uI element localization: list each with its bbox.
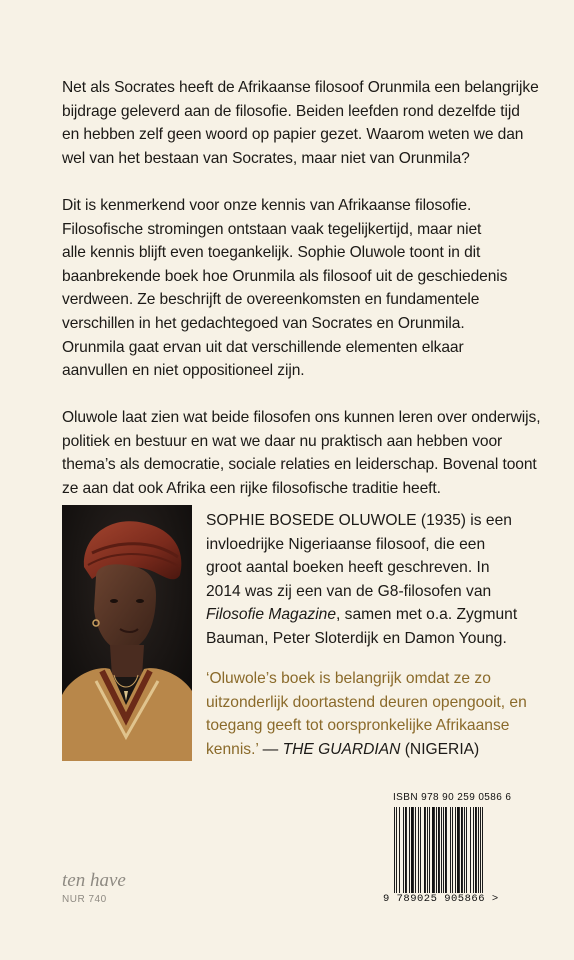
intro-paragraph bbox=[62, 76, 539, 170]
text-line: Dit is kenmerkend voor onze kennis van Afrikaanse filosofie. bbox=[62, 197, 472, 214]
barcode-bar bbox=[418, 807, 419, 893]
text-line: wel van het bestaan van Socrates, maar niet van Orunmila? bbox=[62, 149, 470, 167]
barcode-bar bbox=[464, 807, 465, 893]
nur-code: NUR 740 bbox=[62, 894, 107, 905]
barcode-bar bbox=[411, 807, 414, 893]
text-line: alle kennis blijft even toegankelijk. Sophie Oluwole toont in dit bbox=[62, 244, 481, 262]
author-portrait bbox=[62, 505, 192, 761]
quote-line: toegang geeft tot oorspronkelijke Afrikaanse bbox=[206, 717, 510, 735]
barcode-bar bbox=[394, 807, 395, 893]
barcode-bar bbox=[461, 807, 463, 893]
quote-end: kennis.’ bbox=[206, 740, 259, 758]
author-bio bbox=[206, 509, 536, 651]
barcode-bar bbox=[420, 807, 421, 893]
text-line: ze aan dat ook Afrika een rijke filosofische traditie heeft. bbox=[62, 479, 441, 497]
quote-source-country: (NIGERIA) bbox=[400, 740, 480, 758]
barcode-bar bbox=[396, 807, 397, 893]
barcode-bar bbox=[480, 807, 481, 893]
quote-line bbox=[206, 738, 536, 762]
barcode-bar bbox=[415, 807, 416, 893]
barcode-bar bbox=[441, 807, 442, 893]
barcode-bar bbox=[427, 807, 428, 893]
publisher-logo: ten have bbox=[62, 870, 126, 891]
closing-paragraph bbox=[62, 406, 541, 500]
barcode-bar bbox=[452, 807, 453, 893]
barcode-bar bbox=[482, 807, 483, 893]
text-line: politiek en bestuur en wat we daar nu praktisch aan hebben voor bbox=[62, 432, 503, 450]
barcode-bar bbox=[405, 807, 407, 893]
quote-line: uitzonderlijk doortastend deuren opengooit, en bbox=[206, 693, 527, 711]
bio-line: SOPHIE BOSEDE OLUWOLE (1935) is een bbox=[206, 512, 512, 529]
text-line: aanvullen en niet oppositioneel zijn. bbox=[62, 362, 305, 380]
quote-source: THE GUARDIAN bbox=[282, 740, 401, 758]
text-line: en hebben zelf geen woord op papier gezet. Waarom weten we dan bbox=[62, 126, 524, 144]
bio-line-rest: , samen met o.a. Zygmunt bbox=[336, 606, 518, 624]
quote-line: ‘Oluwole’s boek is belangrijk omdat ze zo bbox=[206, 670, 491, 687]
barcode-bar bbox=[450, 807, 451, 893]
barcode-bar bbox=[436, 807, 437, 893]
isbn-label: ISBN 978 90 259 0586 6 bbox=[393, 792, 512, 803]
barcode-digits: 9 789025 905866 > bbox=[383, 893, 499, 905]
barcode bbox=[392, 807, 510, 893]
magazine-title: Filosofie Magazine bbox=[206, 606, 337, 624]
text-line: Oluwole laat zien wat beide filosofen ons kunnen leren over onderwijs, bbox=[62, 409, 541, 426]
barcode-bar bbox=[466, 807, 467, 893]
text-line: bijdrage geleverd aan de filosofie. Beiden leefden rond dezelfde tijd bbox=[62, 102, 520, 120]
text-line: baanbrekende boek hoe Orunmila als filosoof uit de geschiedenis bbox=[62, 267, 508, 285]
bio-line: invloedrijke Nigeriaanse filosoof, die een bbox=[206, 535, 486, 553]
text-line: verdween. Ze beschrijft de overeenkomsten en fundamentele bbox=[62, 291, 480, 309]
quote-dash: — bbox=[258, 740, 283, 758]
text-line: thema’s als democratie, sociale relaties en leiderschap. Bovenal toont bbox=[62, 456, 537, 474]
barcode-bar bbox=[455, 807, 456, 893]
author-portrait-illustration bbox=[62, 505, 192, 761]
barcode-bar bbox=[457, 807, 460, 893]
barcode-bar bbox=[470, 807, 471, 893]
barcode-bar bbox=[475, 807, 477, 893]
bio-line: 2014 was zij een van de G8-filosofen van bbox=[206, 582, 492, 600]
bio-line: groot aantal boeken heeft geschreven. In bbox=[206, 559, 490, 577]
barcode-bar bbox=[438, 807, 440, 893]
barcode-bar bbox=[478, 807, 479, 893]
barcode-bar bbox=[432, 807, 435, 893]
barcode-bar bbox=[443, 807, 444, 893]
barcode-bar bbox=[445, 807, 447, 893]
barcode-bar bbox=[429, 807, 430, 893]
text-line: Filosofische stromingen ontstaan vaak tegelijkertijd, maar niet bbox=[62, 220, 482, 238]
barcode-bar bbox=[399, 807, 400, 893]
text-line: Orunmila gaat ervan uit dat verschillende elementen elkaar bbox=[62, 338, 464, 356]
bio-line bbox=[206, 603, 536, 627]
barcode-bar bbox=[424, 807, 426, 893]
text-line: verschillen in het gedachtegoed van Socrates en Orunmila. bbox=[62, 314, 465, 332]
barcode-bar bbox=[473, 807, 474, 893]
press-quote bbox=[206, 667, 536, 761]
body-paragraph bbox=[62, 194, 532, 383]
bio-line: Bauman, Peter Sloterdijk en Damon Young. bbox=[206, 629, 507, 647]
barcode-bar bbox=[409, 807, 410, 893]
text-line: Net als Socrates heeft de Afrikaanse filosoof Orunmila een belangrijke bbox=[62, 79, 539, 96]
barcode-bar bbox=[403, 807, 404, 893]
